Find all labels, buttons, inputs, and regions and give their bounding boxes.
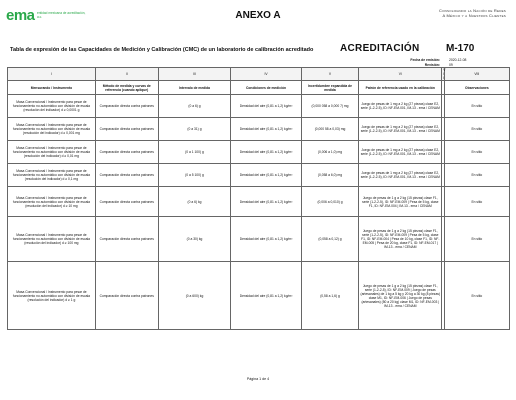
col-num: VIII bbox=[444, 68, 509, 81]
intervalo-cell: (0 a 600) kg bbox=[158, 262, 231, 330]
patron-cell: Juego de pesas de 1 g a 2 kg (15 piezas) clase F1, serie (1-2-2-5), ID: NF-EM-009 | Pesa de 5 kg, clase F1, ID: NF-EM-004 | Pesa de 10 kg, clase F1, ID: NF-EM-005 | Pesa de 20 kg, clase F1, ID: NF-EM-017 | IM-13 - ema / CENAM bbox=[359, 217, 442, 262]
observaciones-cell: En sitio bbox=[444, 262, 509, 330]
intervalo-cell: (0 a 1 100) g bbox=[158, 141, 231, 164]
mensurando-cell: Masa Convencional / Instrumento para pesar de funcionamiento no automático con división de escala (resolución del indicador) d ≥ 1 g bbox=[8, 262, 96, 330]
mensurando-cell: Masa Convencional / Instrumento para pesar de funcionamiento no automático con división de escala (resolución del indicador) d ≥ 100 mg bbox=[8, 217, 96, 262]
metodo-cell: Comparación directa contra patrones bbox=[95, 164, 158, 187]
col-num: II bbox=[95, 68, 158, 81]
table-row bbox=[8, 187, 510, 217]
intervalo-cell: (0 a 30) kg bbox=[158, 217, 231, 262]
intervalo-cell: (0 a 6) g bbox=[158, 95, 231, 118]
slogan-line-1: Consolidando la Nación de Redes bbox=[439, 8, 506, 13]
metodo-cell: Comparación directa contra patrones bbox=[95, 187, 158, 217]
logo-subtitle: entidad mexicana de acreditación, a.c. bbox=[37, 11, 86, 19]
slogan bbox=[439, 8, 506, 18]
metodo-cell: Comparación directa contra patrones bbox=[95, 217, 158, 262]
header-cell: Método de medida y curvas de referencia (cuando aplique) bbox=[95, 81, 158, 95]
condiciones-cell: Densidad del aire (0,81 a 1,2) kg/m³ bbox=[231, 217, 301, 262]
header-cell: Intervalo de medida bbox=[158, 81, 231, 95]
condiciones-cell: Densidad del aire (0,81 a 1,2) kg/m³ bbox=[231, 141, 301, 164]
mensurando-cell: Masa Convencional / Instrumento para pesar de funcionamiento no automático con división de escala (resolución del indicador) d ≥ 0,0001 g bbox=[8, 95, 96, 118]
revision-number: 09 bbox=[449, 62, 453, 67]
patron-cell: Juego de pesas de 1 g a 2 kg (15 piezas) clase F1, serie (1-2-2-5), ID: NF-EM-009 | Juego de pesas (artesanales) de 1 kg a 5 kg y 20 kg a 30 kg (8 piezas) clase M1, ID: NF-EM-006 | Juego de pesas (artesanales) (50 a 20 kg) clase M1, ID: NF-EM-003 | IM-13 - ema / CENAM bbox=[359, 262, 442, 330]
incertidumbre-cell: (0,000 058 a 0,000 7) mg bbox=[301, 95, 359, 118]
header-cell: Observaciones bbox=[444, 81, 509, 95]
col-num: IV bbox=[231, 68, 301, 81]
header-cell: Incertidumbre expandida de medida bbox=[301, 81, 359, 95]
incertidumbre-cell: (0,006 a 1,0) mg bbox=[301, 141, 359, 164]
header-cell: Condiciones de medición bbox=[231, 81, 301, 95]
incertidumbre-cell: (0,58 a 1,6) g bbox=[301, 262, 359, 330]
meta-labels bbox=[395, 58, 440, 67]
patron-cell: Juego de pesas de 1 mg a 2 kg (27 piezas) clase E2, serie (1-2-2-5), ID: NF-EM-001, IM-13 - ema / CENAM bbox=[359, 118, 442, 141]
table-row bbox=[8, 164, 510, 187]
condiciones-cell: Densidad del aire (0,81 a 1,2) kg/m³ bbox=[231, 262, 301, 330]
emission-label: Fecha de emisión: bbox=[410, 58, 440, 62]
patron-cell: Juego de pesas de 1 mg a 2 kg (27 piezas) clase E2, serie (1-2-2-5), ID: NF-EM-001, IM-13 - ema / CENAM bbox=[359, 141, 442, 164]
column-number-row bbox=[8, 68, 510, 81]
col-num: V bbox=[301, 68, 359, 81]
table-row bbox=[8, 118, 510, 141]
metodo-cell: Comparación directa contra patrones bbox=[95, 141, 158, 164]
patron-cell: Juego de pesas de 1 mg a 2 kg (27 piezas) clase E2, serie (1-2-2-5), ID: NF-EM-001, IM-13 - ema / CENAM bbox=[359, 95, 442, 118]
incertidumbre-cell: (0,006 a 0,010) g bbox=[301, 187, 359, 217]
col-num: I bbox=[8, 68, 96, 81]
header-row bbox=[8, 81, 510, 95]
observaciones-cell: En sitio bbox=[444, 95, 509, 118]
col-num: III bbox=[158, 68, 231, 81]
col-num: VII bbox=[443, 68, 446, 80]
observaciones-cell: En sitio bbox=[444, 164, 509, 187]
accreditation-label: ACREDITACIÓN bbox=[340, 43, 420, 54]
observaciones-cell: En sitio bbox=[444, 187, 509, 217]
observaciones-cell: En sitio bbox=[444, 217, 509, 262]
accreditation-code: M-170 bbox=[446, 43, 475, 54]
col-num: VI bbox=[359, 68, 442, 81]
cmc-table bbox=[7, 67, 510, 330]
intervalo-cell: (0 a 5 100) g bbox=[158, 164, 231, 187]
metodo-cell: Comparación directa contra patrones bbox=[95, 262, 158, 330]
observaciones-cell: En sitio bbox=[444, 118, 509, 141]
metodo-cell: Comparación directa contra patrones bbox=[95, 95, 158, 118]
header-cell: Patrón de referencia usado en la calibración bbox=[359, 81, 442, 95]
document-title: Tabla de expresión de las Capacidades de Medición y Calibración (CMC) de un laboratorio de calibración acreditado bbox=[10, 47, 314, 53]
mensurando-cell: Masa Convencional / Instrumento para pesar de funcionamiento no automático con división de escala (resolución del indicador) d ≥ 0,01 mg bbox=[8, 141, 96, 164]
condiciones-cell: Densidad del aire (0,81 a 1,2) kg/m³ bbox=[231, 164, 301, 187]
page-title: ANEXO A bbox=[235, 10, 281, 21]
logo-text: ema bbox=[6, 7, 35, 24]
intervalo-cell: (0 a 31) g bbox=[158, 118, 231, 141]
revision-label: Revisión: bbox=[424, 62, 440, 67]
mensurando-cell: Masa Convencional / Instrumento para pesar de funcionamiento no automático con división de escala (resolución del indicador) d ≥ 0,001 mg bbox=[8, 118, 96, 141]
incertidumbre-cell: (0,058 a 6,0) mg bbox=[301, 164, 359, 187]
header-cell: Mensurando / Instrumento bbox=[8, 81, 96, 95]
intervalo-cell: (0 a 6) kg bbox=[158, 187, 231, 217]
slogan-line-2: A México y a Nuestros Clientes bbox=[442, 13, 506, 18]
metodo-cell: Comparación directa contra patrones bbox=[95, 118, 158, 141]
condiciones-cell: Densidad del aire (0,81 a 1,2) kg/m³ bbox=[231, 95, 301, 118]
emission-date: 2020-12-08 bbox=[449, 58, 467, 62]
table-row bbox=[8, 217, 510, 262]
table-row bbox=[8, 141, 510, 164]
page-number: Página 1 de 4 bbox=[246, 377, 270, 381]
table-row bbox=[8, 262, 510, 330]
incertidumbre-cell: (0,058 a 0,12) g bbox=[301, 217, 359, 262]
mensurando-cell: Masa Convencional / Instrumento para pesar de funcionamiento no automático con división de escala (resolución del indicador) d ≥ 10 mg bbox=[8, 187, 96, 217]
patron-cell: Juego de pesas de 1 mg a 2 kg (27 piezas) clase E2, serie (1-2-2-5), ID: NF-EM-001, IM-13 - ema / CENAM bbox=[359, 164, 442, 187]
condiciones-cell: Densidad del aire (0,81 a 1,2) kg/m³ bbox=[231, 118, 301, 141]
meta-values bbox=[449, 58, 466, 67]
table-row bbox=[8, 95, 510, 118]
observaciones-cell: En sitio bbox=[444, 141, 509, 164]
incertidumbre-cell: (0,000 58 a 0,03) mg bbox=[301, 118, 359, 141]
patron-cell: Juego de pesas de 1 g a 2 kg (15 piezas) clase F1, serie (1-2-2-5), ID: NF-EM-009 | Pesa de 5 kg, clase F1, ID: NF-EM-004 | IM-13 - ema / CENAM bbox=[359, 187, 442, 217]
condiciones-cell: Densidad del aire (0,81 a 1,2) kg/m³ bbox=[231, 187, 301, 217]
mensurando-cell: Masa Convencional / Instrumento para pesar de funcionamiento no automático con división de escala (resolución del indicador) d ≥ 0,1 mg bbox=[8, 164, 96, 187]
